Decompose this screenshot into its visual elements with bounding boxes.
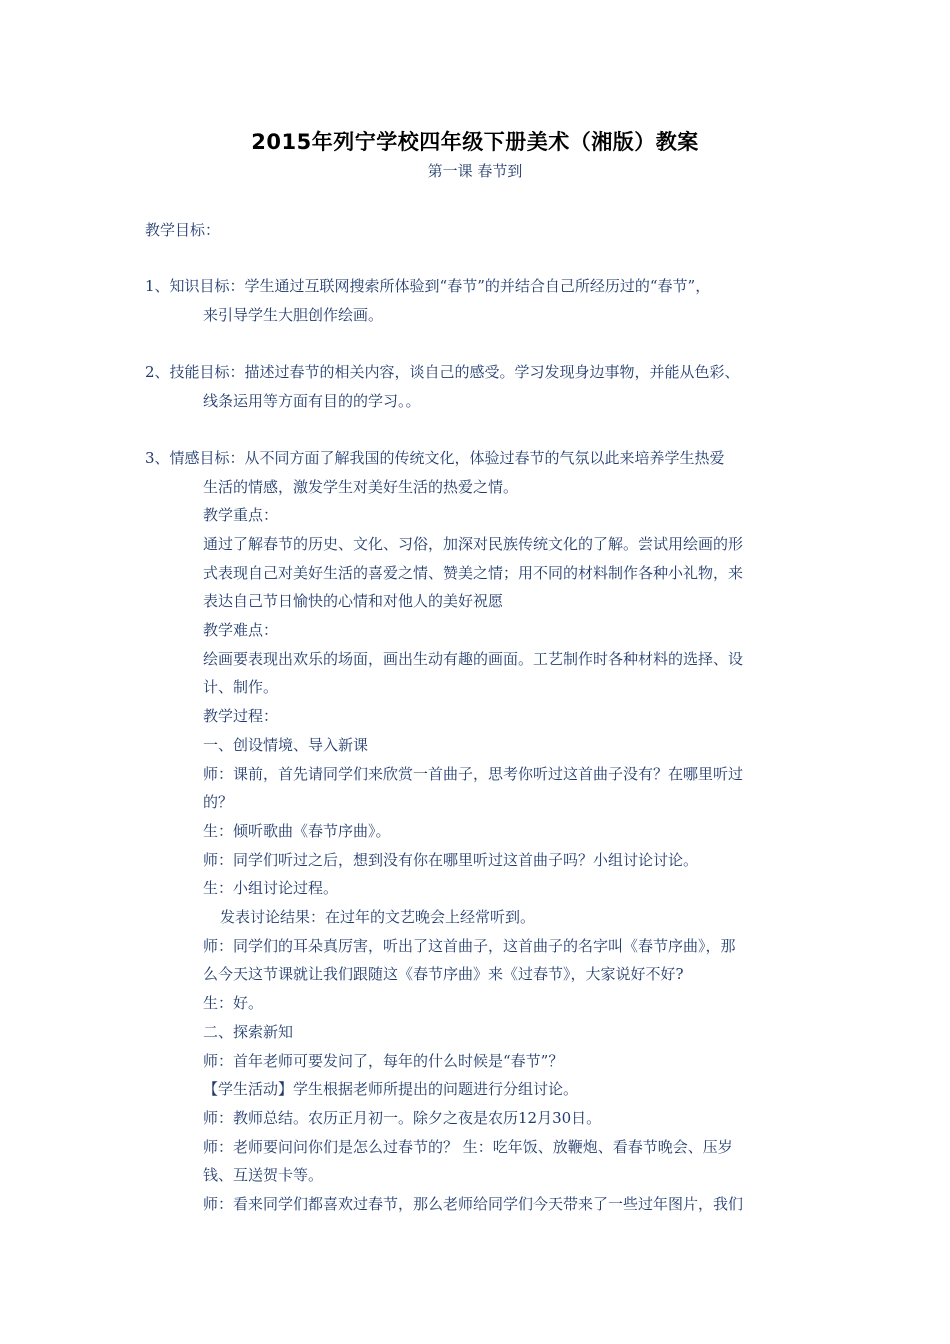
- process-p3: 师：同学们听过之后，想到没有你在哪里听过这首曲子吗？小组讨论讨论。: [203, 851, 699, 869]
- key-points-heading: 教学重点：: [203, 506, 279, 524]
- process-p7: 生：好。: [203, 994, 264, 1012]
- goal-1-line-2: 来引导学生大胆创作绘画。: [203, 306, 384, 324]
- teaching-goals-heading: 教学目标：: [145, 221, 221, 239]
- process-p4: 生：小组讨论过程。: [203, 879, 339, 897]
- goal-2-line-1: 2、技能目标：描述过春节的相关内容，谈自己的感受。学习发现身边事物，并能从色彩、: [145, 363, 740, 381]
- process-p11-line-1: 师：老师要问问你们是怎么过春节的？ 生：吃年饭、放鞭炮、看春节晚会、压岁: [203, 1138, 733, 1156]
- difficulties-heading: 教学难点：: [203, 621, 279, 639]
- key-points-line-2: 式表现自己对美好生活的喜爱之情、赞美之情；用不同的材料制作各种小礼物，来: [203, 564, 744, 582]
- process-p12-line-1: 师：看来同学们都喜欢过春节，那么老师给同学们今天带来了一些过年图片，我们: [203, 1195, 744, 1213]
- lesson-subtitle: 第一课 春节到: [427, 162, 523, 180]
- process-p5: 发表讨论结果：在过年的文艺晚会上经常听到。: [220, 908, 536, 926]
- goal-3-line-1: 3、情感目标：从不同方面了解我国的传统文化，体验过春节的气氛以此来培养学生热爱: [145, 449, 725, 467]
- process-p6-line-2: 么今天这节课就让我们跟随这《春节序曲》来《过春节》，大家说好不好?: [203, 965, 684, 983]
- process-p11-line-2: 钱、互送贺卡等。: [203, 1166, 324, 1184]
- process-p8: 师：首年老师可要发问了，每年的什么时候是“春节”？: [203, 1052, 564, 1070]
- difficulties-line-1: 绘画要表现出欢乐的场面，画出生动有趣的画面。工艺制作时各种材料的选择、设: [203, 650, 744, 668]
- goal-3-line-2: 生活的情感，激发学生对美好生活的热爱之情。: [203, 478, 519, 496]
- goal-2-line-2: 线条运用等方面有目的的学习。。: [203, 392, 421, 410]
- process-heading: 教学过程：: [203, 707, 279, 725]
- goal-1-line-1: 1、知识目标：学生通过互联网搜索所体验到“春节”的并结合自己所经历过的“春节”，: [145, 277, 711, 295]
- process-p9: 【学生活动】学生根据老师所提出的问题进行分组讨论。: [203, 1080, 579, 1098]
- process-p10: 师：教师总结。农历正月初一。除夕之夜是农历12月30日。: [203, 1109, 602, 1127]
- key-points-line-3: 表达自己节日愉快的心情和对他人的美好祝愿: [203, 592, 504, 610]
- process-p1-line-1: 师：课前，首先请同学们来欣赏一首曲子，思考你听过这首曲子没有？在哪里听过: [203, 765, 744, 783]
- process-p1-line-2: 的？: [203, 793, 234, 811]
- document-title: 2015年列宁学校四年级下册美术（湘版）教案: [251, 130, 699, 154]
- process-section-2: 二、探索新知: [203, 1023, 294, 1041]
- process-p2: 生：倾听歌曲《春节序曲》。: [203, 822, 391, 840]
- difficulties-line-2: 计、制作。: [203, 678, 279, 696]
- process-section-1: 一、创设情境、导入新课: [203, 736, 369, 754]
- process-p6-line-1: 师：同学们的耳朵真厉害，听出了这首曲子，这首曲子的名字叫《春节序曲》，那: [203, 937, 736, 955]
- key-points-line-1: 通过了解春节的历史、文化、习俗，加深对民族传统文化的了解。尝试用绘画的形: [203, 535, 744, 553]
